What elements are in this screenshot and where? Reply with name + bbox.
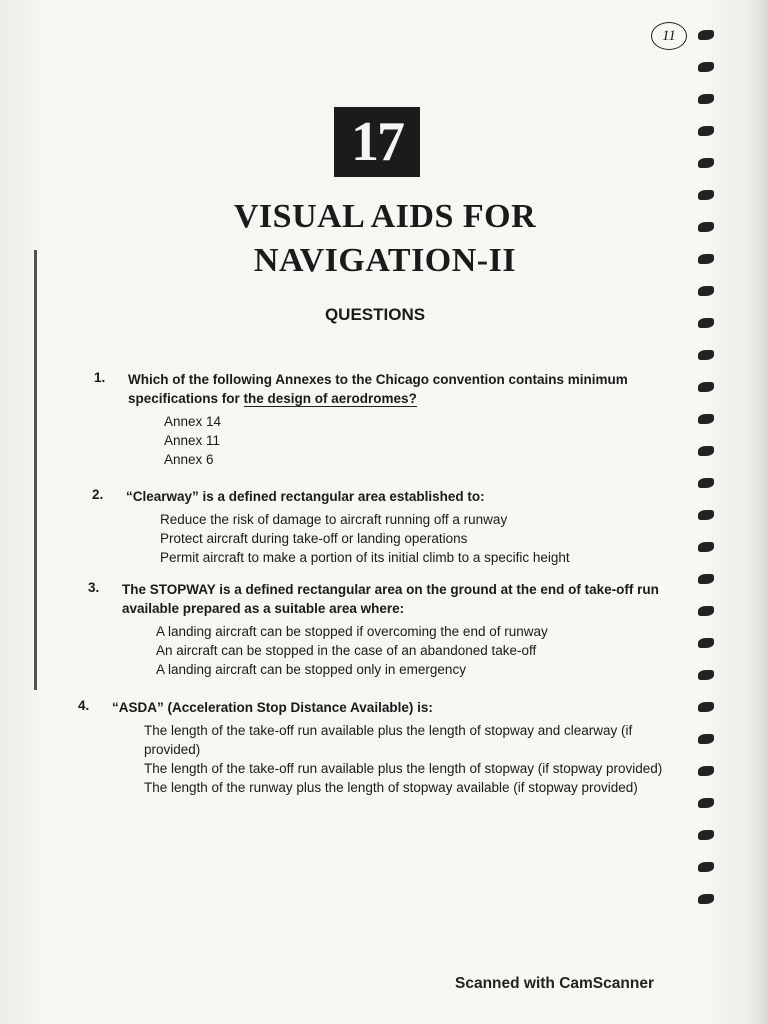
question-2 bbox=[92, 487, 667, 567]
question-number: 4. bbox=[78, 698, 90, 713]
scanner-watermark: Scanned with CamScanner bbox=[455, 975, 654, 992]
chapter-title-line2: NAVIGATION-II bbox=[253, 242, 517, 279]
question-number: 3. bbox=[88, 580, 100, 595]
question-3 bbox=[88, 580, 668, 679]
question-number: 1. bbox=[94, 370, 106, 385]
question-stem bbox=[128, 370, 669, 408]
question-1 bbox=[94, 370, 669, 469]
option: Annex 11 bbox=[164, 433, 221, 448]
question-number: 2. bbox=[92, 487, 104, 502]
question-4 bbox=[78, 698, 668, 797]
option: A landing aircraft can be stopped only in emergency bbox=[156, 662, 466, 677]
margin-line bbox=[34, 250, 37, 690]
question-stem-part1: Which of the following Annexes to the Chicago convention contains minimum specifications for bbox=[128, 372, 628, 406]
option: Annex 6 bbox=[164, 452, 214, 467]
question-stem-underlined: the design of aerodromes? bbox=[243, 391, 417, 406]
option: A landing aircraft can be stopped if overcoming the end of runway bbox=[156, 624, 548, 639]
option-list bbox=[164, 412, 669, 469]
section-heading: QUESTIONS bbox=[324, 305, 426, 324]
chapter-title-line1: VISUAL AIDS FOR bbox=[233, 198, 537, 235]
question-stem: The STOPWAY is a defined rectangular area on the ground at the end of take-off run available prepared as a suitable area where: bbox=[122, 582, 659, 616]
option-list bbox=[156, 622, 668, 679]
question-stem: “ASDA” (Acceleration Stop Distance Available) is: bbox=[112, 700, 433, 715]
option: The length of the take-off run available plus the length of stopway (if stopway provided) bbox=[144, 761, 663, 776]
option-list bbox=[160, 510, 667, 567]
option: The length of the take-off run available plus the length of stopway and clearway (if provided) bbox=[144, 723, 633, 757]
spiral-binding bbox=[692, 30, 722, 950]
option: The length of the runway plus the length of stopway available (if stopway provided) bbox=[144, 780, 638, 795]
option: An aircraft can be stopped in the case of an abandoned take-off bbox=[156, 643, 537, 658]
page-number: 11 bbox=[651, 22, 687, 50]
option: Reduce the risk of damage to aircraft running off a runway bbox=[160, 512, 508, 527]
option-list bbox=[144, 721, 664, 797]
chapter-number-badge: 17 bbox=[334, 107, 420, 177]
option: Annex 14 bbox=[164, 414, 222, 429]
chapter-title bbox=[150, 195, 620, 283]
question-stem: “Clearway” is a defined rectangular area established to: bbox=[126, 489, 485, 504]
option: Permit aircraft to make a portion of its initial climb to a specific height bbox=[160, 550, 570, 565]
option: Protect aircraft during take-off or landing operations bbox=[160, 531, 468, 546]
